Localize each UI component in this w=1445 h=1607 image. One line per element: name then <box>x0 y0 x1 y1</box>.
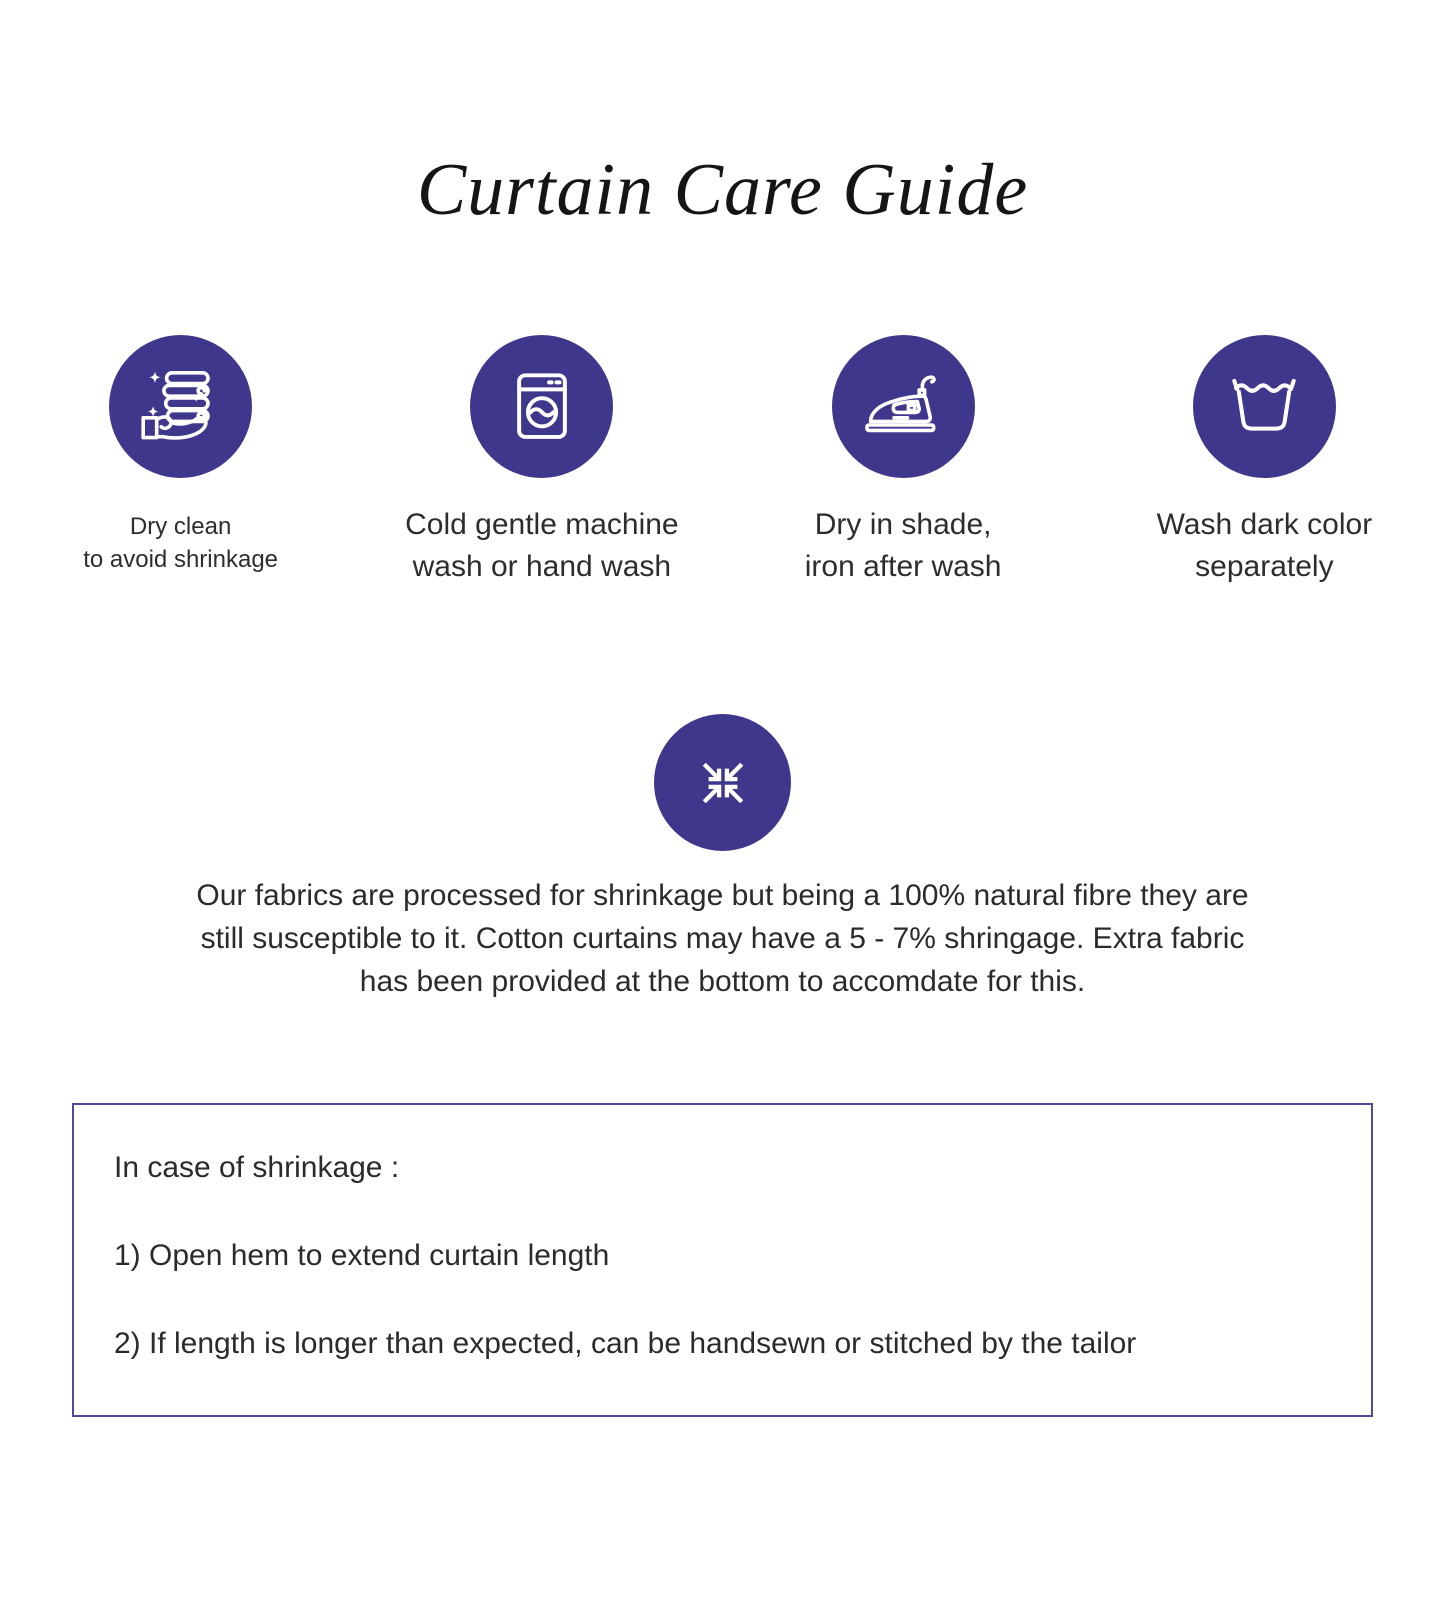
washing-machine-icon <box>470 335 613 478</box>
dry-clean-hand-towels-icon <box>109 335 252 478</box>
care-caption-iron <box>805 504 1002 588</box>
note-line: Our fabrics are processed for shrinkage but being a 100% natural fibre they are <box>196 879 1249 912</box>
bottom-spacer <box>0 1417 1445 1607</box>
caption-line: Cold gentle machine <box>405 508 679 541</box>
note-line: still susceptible to it. Cotton curtains may have a 5 - 7% shringage. Extra fabric <box>200 922 1245 955</box>
caption-line: Dry clean <box>129 513 232 540</box>
caption-line: Dry in shade, <box>814 508 992 541</box>
care-caption-dry-clean <box>83 510 278 576</box>
care-icons-row <box>0 335 1445 588</box>
care-item-machine-wash <box>361 335 722 588</box>
wash-basin-icon <box>1193 335 1336 478</box>
caption-line: to avoid shrinkage <box>83 546 279 573</box>
shrinkage-box-item: 1) Open hem to extend curtain length <box>114 1239 610 1272</box>
caption-line: wash or hand wash <box>412 550 672 583</box>
caption-line: iron after wash <box>804 550 1002 583</box>
shrinkage-box-item: 2) If length is longer than expected, can be handsewn or stitched by the tailor <box>114 1327 1137 1360</box>
shrinkage-instructions-box <box>72 1103 1373 1417</box>
care-item-dark-wash <box>1084 335 1445 588</box>
shrinkage-icon-row <box>0 714 1445 851</box>
iron-icon <box>832 335 975 478</box>
care-item-iron <box>723 335 1084 588</box>
page-title: Curtain Care Guide <box>416 149 1029 231</box>
shrink-arrows-icon <box>654 714 791 851</box>
care-item-dry-clean <box>0 335 361 588</box>
caption-line: separately <box>1195 550 1334 583</box>
care-caption-machine-wash <box>405 504 679 588</box>
caption-line: Wash dark color <box>1156 508 1373 541</box>
care-caption-dark-wash <box>1157 504 1373 588</box>
shrinkage-box-heading: In case of shrinkage : <box>114 1151 400 1184</box>
shrinkage-note <box>0 874 1445 1003</box>
note-line: has been provided at the bottom to accomdate for this. <box>359 965 1086 998</box>
